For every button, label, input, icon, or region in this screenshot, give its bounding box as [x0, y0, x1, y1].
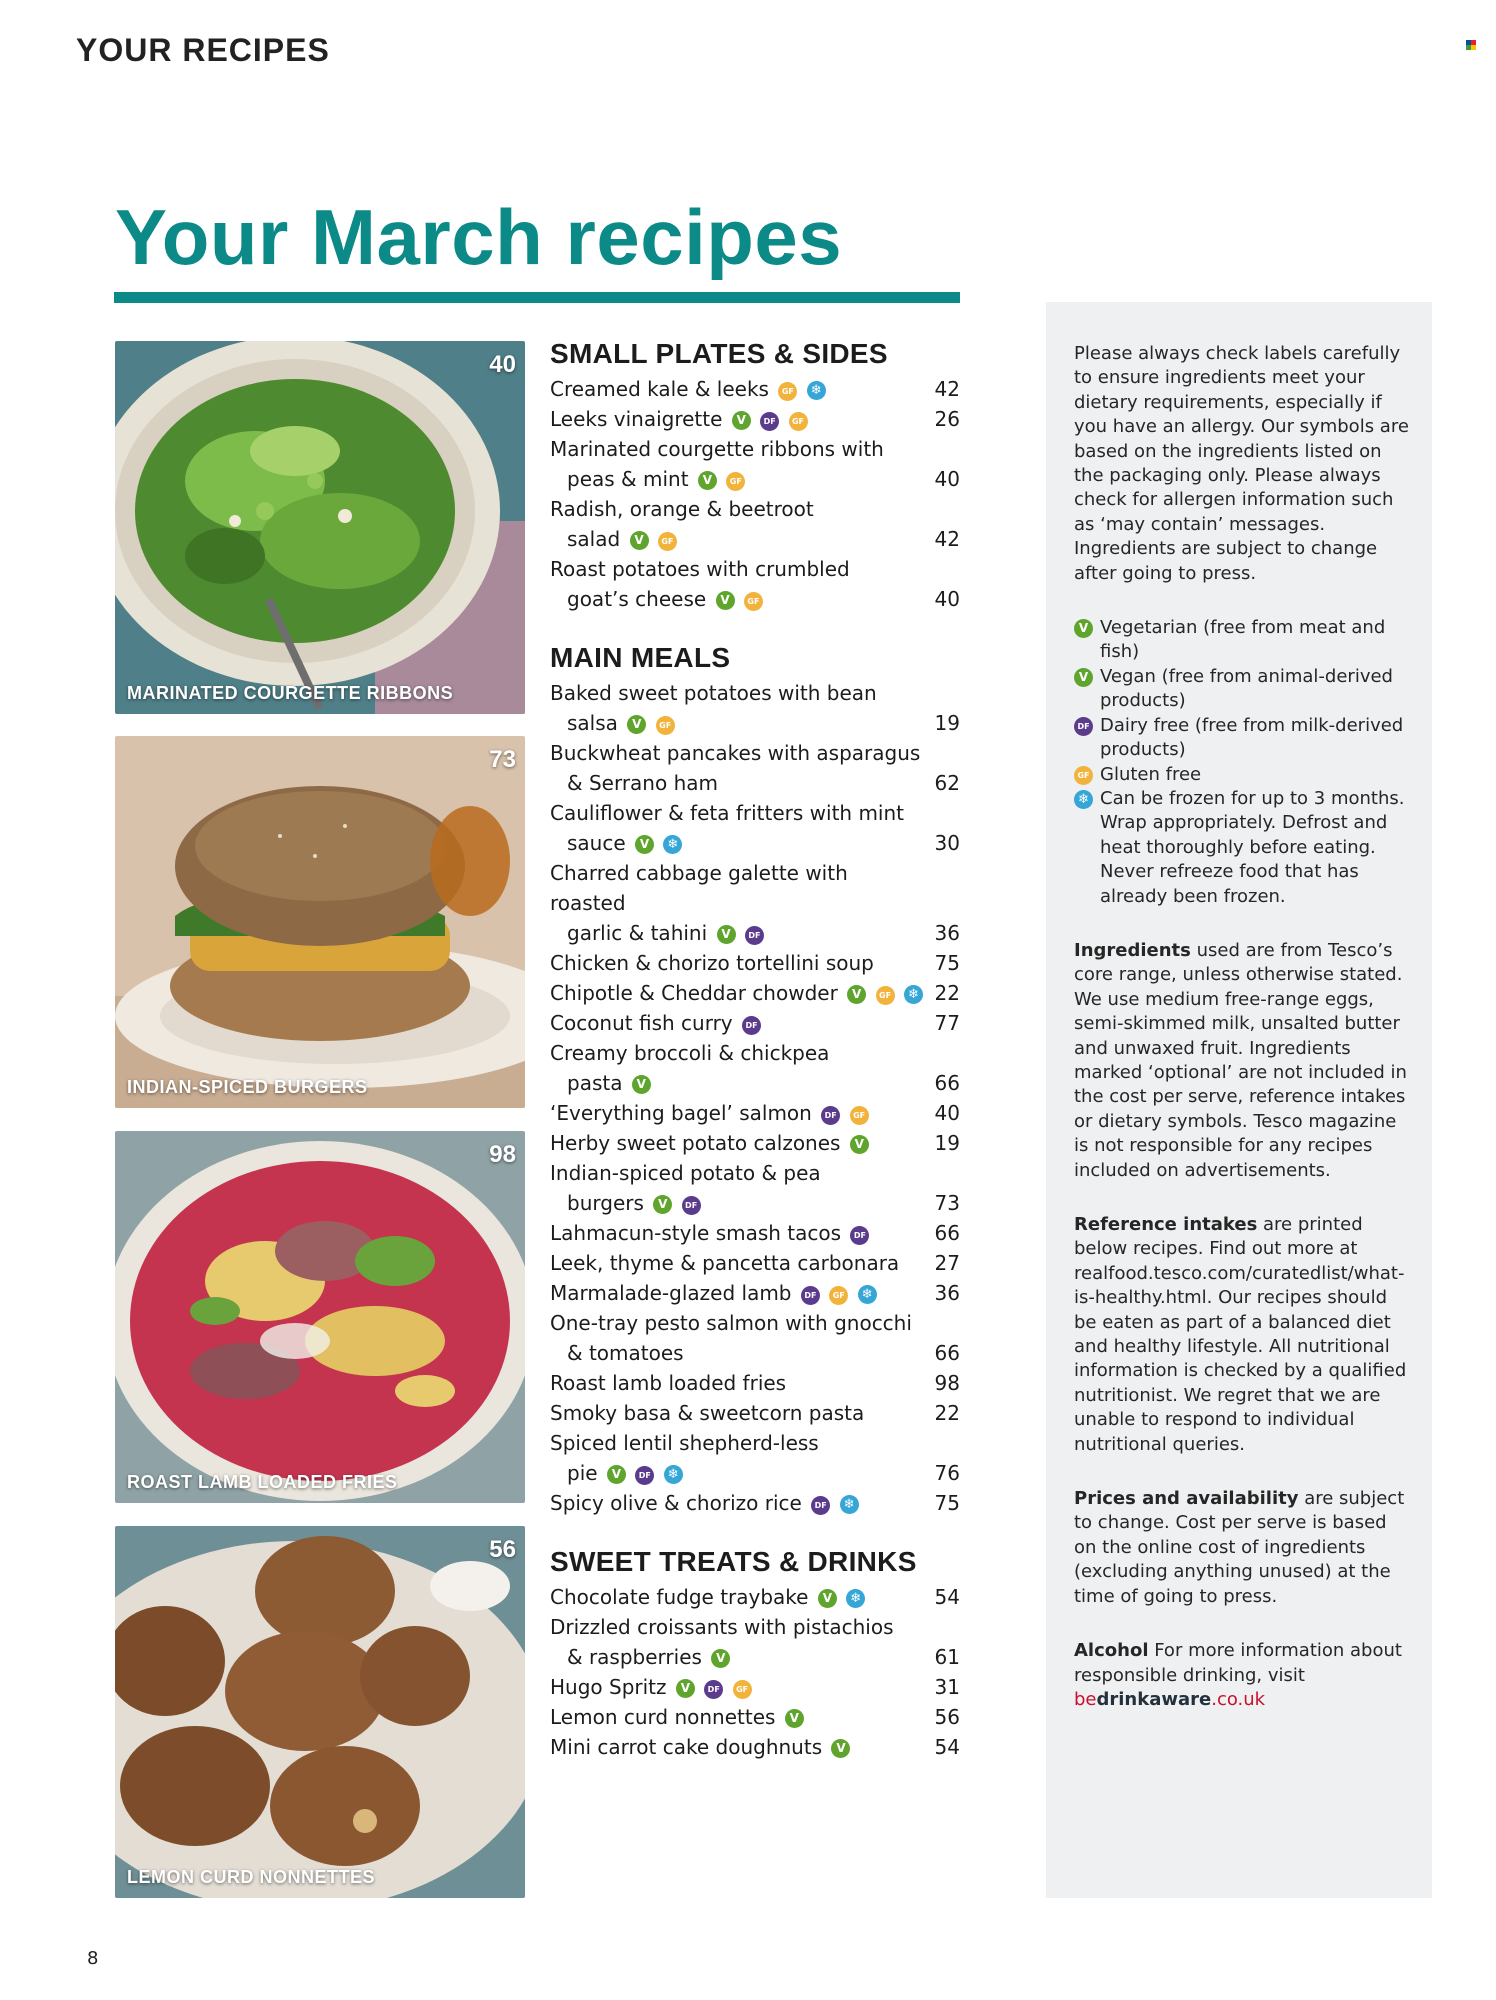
recipe-name-line: Baked sweet potatoes with bean [550, 681, 877, 705]
recipe-name [550, 978, 924, 1008]
recipe-name-line: Marinated courgette ribbons with [550, 437, 884, 461]
recipe-entry[interactable] [550, 678, 960, 738]
recipe-name-line: Cauliflower & feta fritters with mint [550, 801, 904, 825]
allergy-notice: Please always check labels carefully to ensure ingredients meet your dietary requirements, especially if you have an allergy. Our symbols are based on the ingredients listed on the packaging only. Please always check for allergen information such as ‘may contain’ messages. Ingredients are subject to change after going to press. [1074, 343, 1409, 584]
recipe-name [550, 1702, 924, 1732]
gluten-free-icon: GF [789, 412, 808, 431]
recipe-entry[interactable] [550, 1218, 960, 1248]
recipe-name-line: Creamy broccoli & chickpea [550, 1041, 830, 1065]
recipe-name [550, 1218, 924, 1248]
recipe-name [550, 858, 924, 948]
recipe-name [550, 1098, 924, 1128]
symbol-key-item [1074, 665, 1412, 714]
recipe-page-number: 40 [934, 1101, 960, 1125]
symbol-key-text: Vegetarian (free from meat and fish) [1100, 617, 1386, 663]
recipe-entry[interactable] [550, 434, 960, 494]
recipe-entry[interactable] [550, 494, 960, 554]
section-heading: SWEET TREATS & DRINKS [550, 1546, 917, 1577]
vegetarian-icon: V [716, 591, 735, 610]
recipe-name [550, 1428, 924, 1488]
title-rule [114, 292, 960, 303]
dairy-free-icon: DF [635, 1466, 654, 1485]
recipe-page-number: 22 [934, 1401, 960, 1425]
recipe-name [550, 404, 924, 434]
recipe-page-number: 26 [934, 407, 960, 431]
freezable-icon: ❄ [663, 835, 682, 854]
dairy-free-icon: DF [704, 1680, 723, 1699]
recipe-name-continuation [550, 1458, 924, 1488]
recipe-page-number: 75 [934, 951, 960, 975]
photo-caption: MARINATED COURGETTE RIBBONS [127, 683, 454, 703]
recipe-name-line: burgers [567, 1191, 644, 1215]
page-title: Your March recipes [115, 193, 843, 281]
dairy-free-icon: DF [1074, 717, 1093, 736]
recipe-name [550, 738, 924, 798]
recipe-page-number: 66 [934, 1071, 960, 1095]
recipe-name [550, 678, 924, 738]
recipe-name-line: sauce [567, 831, 626, 855]
alcohol-note [1074, 1639, 1412, 1712]
recipe-name-line: & raspberries [567, 1645, 702, 1669]
recipe-name-continuation [550, 1338, 924, 1368]
recipe-name-line: Charred cabbage galette with roasted [550, 861, 848, 915]
vegetarian-icon: V [732, 411, 751, 430]
recipe-name-line: Leeks vinaigrette [550, 407, 723, 431]
recipe-name-line: Mini carrot cake doughnuts [550, 1735, 823, 1759]
recipe-name [550, 1278, 924, 1308]
recipe-entry[interactable] [550, 1428, 960, 1488]
recipe-name-line: Spiced lentil shepherd-less [550, 1431, 819, 1455]
dairy-free-icon: DF [745, 926, 764, 945]
freezable-icon: ❄ [807, 381, 826, 400]
recipe-entry[interactable] [550, 374, 960, 404]
vegetarian-icon: V [635, 835, 654, 854]
drinkaware-be: be [1074, 1688, 1097, 1710]
photo-roast-lamb-fries [115, 1131, 525, 1503]
burger-image [115, 736, 525, 1108]
recipe-page-number: 66 [934, 1221, 960, 1245]
recipe-name-continuation [550, 584, 924, 614]
symbol-key [1074, 616, 1412, 909]
recipe-page-number: 31 [934, 1675, 960, 1699]
vegetarian-icon: V [1074, 668, 1093, 687]
recipe-entry[interactable] [550, 1038, 960, 1098]
recipe-name-continuation [550, 1642, 924, 1672]
recipe-page-number: 19 [934, 1131, 960, 1155]
photo-indian-spiced-burgers [115, 736, 525, 1108]
recipe-name [550, 494, 924, 554]
recipe-name-line: Hugo Spritz [550, 1675, 667, 1699]
brand-flag-icon [1466, 40, 1476, 50]
vegetarian-icon: V [632, 1075, 651, 1094]
recipe-page-number: 22 [934, 981, 960, 1005]
page-number: 8 [87, 1948, 99, 1969]
dairy-free-icon: DF [811, 1496, 830, 1515]
dairy-free-icon: DF [682, 1196, 701, 1215]
recipe-page-number: 76 [934, 1461, 960, 1485]
recipe-entry[interactable] [550, 1368, 960, 1398]
recipe-name-line: Roast potatoes with crumbled [550, 557, 850, 581]
recipe-page-number: 54 [934, 1735, 960, 1759]
recipe-name-continuation [550, 1188, 924, 1218]
recipe-page-number: 56 [934, 1705, 960, 1729]
ingredients-label: Ingredients [1074, 939, 1191, 961]
section-heading: MAIN MEALS [550, 642, 731, 673]
recipe-name-line: Lemon curd nonnettes [550, 1705, 776, 1729]
nonnettes-image [115, 1526, 525, 1898]
recipe-entry[interactable] [550, 948, 960, 978]
section-heading: SMALL PLATES & SIDES [550, 338, 888, 369]
recipe-name-continuation [550, 768, 924, 798]
recipe-page-number: 36 [934, 1281, 960, 1305]
section-header: YOUR RECIPES [76, 32, 330, 68]
photo-courgette-ribbons [115, 341, 525, 714]
recipe-name-line: pasta [567, 1071, 623, 1095]
courgette-salad-image [115, 341, 525, 714]
dairy-free-icon: DF [742, 1016, 761, 1035]
recipe-page-number: 61 [934, 1645, 960, 1669]
recipe-name-line: Chicken & chorizo tortellini soup [550, 951, 874, 975]
recipe-name-line: salsa [567, 711, 618, 735]
gluten-free-icon: GF [726, 472, 745, 491]
recipe-page-number: 77 [934, 1011, 960, 1035]
recipe-name-line: Buckwheat pancakes with asparagus [550, 741, 921, 765]
photo-caption: INDIAN-SPICED BURGERS [127, 1077, 368, 1097]
vegetarian-icon: V [676, 1679, 695, 1698]
recipe-entry[interactable] [550, 1128, 960, 1158]
recipe-name-continuation [550, 524, 924, 554]
photo-page-number: 56 [489, 1536, 516, 1563]
recipe-name-line: goat’s cheese [567, 587, 707, 611]
reference-text: are printed below recipes. Find out more at realfood.tesco.com/curatedlist/what-is-healthy.html. Our recipes should be eaten as part of a balanced diet and healthy lifestyle. All nutritional information is checked by a qualified nutritionist. We regret that we are unable to respond to individual nutritional queries. [1074, 1214, 1407, 1455]
lamb-fries-image [115, 1131, 525, 1503]
vegetarian-icon: V [630, 531, 649, 550]
recipe-entry[interactable] [550, 978, 960, 1008]
recipe-name [550, 1308, 924, 1368]
recipe-entry[interactable] [550, 1098, 960, 1128]
recipe-page-number: 19 [934, 711, 960, 735]
recipe-name-continuation [550, 828, 924, 858]
recipe-name [550, 1672, 924, 1702]
gluten-free-icon: GF [656, 716, 675, 735]
recipe-name [550, 1612, 924, 1672]
symbol-key-text: Dairy free (free from milk-derived products) [1100, 714, 1404, 761]
recipe-name-line: Lahmacun-style smash tacos [550, 1221, 842, 1245]
recipe-name [550, 554, 924, 614]
recipe-name-line: Indian-spiced potato & pea [550, 1161, 821, 1185]
recipe-entry[interactable] [550, 1732, 960, 1762]
recipe-entry[interactable] [550, 738, 960, 798]
recipe-name [550, 1158, 924, 1218]
symbol-key-text: Gluten free [1100, 763, 1202, 785]
recipe-name-line: Chipotle & Cheddar chowder [550, 981, 838, 1005]
gluten-free-icon: GF [850, 1106, 869, 1125]
dairy-free-icon: DF [850, 1226, 869, 1245]
recipe-entry[interactable] [550, 1612, 960, 1672]
recipe-page-number: 62 [934, 771, 960, 795]
recipe-index [550, 334, 960, 1762]
dairy-free-icon: DF [801, 1286, 820, 1305]
recipe-page-number: 40 [934, 467, 960, 491]
recipe-name-line: Drizzled croissants with pistachios [550, 1615, 894, 1639]
recipe-page-number: 54 [934, 1585, 960, 1609]
photo-page-number: 73 [489, 746, 516, 773]
alcohol-label: Alcohol [1074, 1640, 1149, 1662]
recipe-name-line: Roast lamb loaded fries [550, 1371, 787, 1395]
photo-caption: LEMON CURD NONNETTES [127, 1867, 375, 1887]
recipe-page-number: 27 [934, 1251, 960, 1275]
dairy-free-icon: DF [760, 412, 779, 431]
symbol-key-item [1074, 763, 1412, 787]
recipe-entry[interactable] [550, 1158, 960, 1218]
vegetarian-icon: V [627, 715, 646, 734]
recipe-page-number: 73 [934, 1191, 960, 1215]
recipe-entry[interactable] [550, 1702, 960, 1732]
recipe-page-number: 36 [934, 921, 960, 945]
recipe-name-line: Coconut fish curry [550, 1011, 733, 1035]
recipe-name-line: Radish, orange & beetroot [550, 497, 814, 521]
recipe-name [550, 1488, 924, 1518]
dairy-free-icon: DF [821, 1106, 840, 1125]
info-sidebar [1046, 302, 1432, 1898]
recipe-entry[interactable] [550, 798, 960, 858]
prices-note [1074, 1487, 1412, 1609]
recipe-entry[interactable] [550, 404, 960, 434]
recipe-name [550, 1128, 924, 1158]
recipe-entry[interactable] [550, 1278, 960, 1308]
recipe-name-line: Chocolate fudge traybake [550, 1585, 809, 1609]
vegetarian-icon: V [818, 1589, 837, 1608]
recipe-name [550, 1582, 924, 1612]
recipe-page-number: 75 [934, 1491, 960, 1515]
gluten-free-icon: GF [733, 1680, 752, 1699]
symbol-key-text: Can be frozen for up to 3 months. Wrap appropriately. Defrost and heat thoroughly before eating. Never refreeze food that has already been frozen. [1100, 787, 1405, 907]
vegetarian-icon: V [711, 1649, 730, 1668]
recipe-name-line: Creamed kale & leeks [550, 377, 769, 401]
recipe-name-continuation [550, 464, 924, 494]
recipe-entry[interactable] [550, 1398, 960, 1428]
recipe-name [550, 1732, 924, 1762]
recipe-name-continuation [550, 918, 924, 948]
prices-text: are subject to change. Cost per serve is based on the online cost of ingredients (excluding anything unused) at the time of going to press. [1074, 1488, 1405, 1607]
recipe-page-number: 42 [934, 377, 960, 401]
freezable-icon: ❄ [664, 1465, 683, 1484]
recipe-name-line: garlic & tahini [567, 921, 708, 945]
gluten-free-icon: GF [658, 532, 677, 551]
gluten-free-icon: GF [744, 592, 763, 611]
reference-intakes-note [1074, 1213, 1412, 1457]
recipe-name-line: One-tray pesto salmon with gnocchi [550, 1311, 912, 1335]
photo-page-number: 40 [489, 351, 516, 378]
recipe-entry[interactable] [550, 1582, 960, 1612]
recipe-name-line: salad [567, 527, 621, 551]
recipe-page-number: 30 [934, 831, 960, 855]
freezable-icon: ❄ [858, 1285, 877, 1304]
vegetarian-icon: V [698, 471, 717, 490]
recipe-name [550, 1008, 924, 1038]
symbol-key-item [1074, 714, 1412, 763]
drinkaware-tld: .co.uk [1211, 1688, 1266, 1710]
recipe-name [550, 434, 924, 494]
freezable-icon: ❄ [904, 985, 923, 1004]
gluten-free-icon: GF [876, 986, 895, 1005]
vegetarian-icon: V [850, 1135, 869, 1154]
recipe-entry[interactable] [550, 858, 960, 948]
vegetarian-icon: V [831, 1739, 850, 1758]
gluten-free-icon: GF [778, 382, 797, 401]
symbol-key-item [1074, 787, 1412, 909]
recipe-entry[interactable] [550, 1248, 960, 1278]
freezable-icon: ❄ [840, 1495, 859, 1514]
recipe-name-line: peas & mint [567, 467, 689, 491]
symbol-key-item [1074, 616, 1412, 665]
vegetarian-icon: V [1074, 619, 1093, 638]
vegetarian-icon: V [847, 985, 866, 1004]
alcohol-text: For more information about responsible drinking, visit [1074, 1640, 1402, 1686]
recipe-name [550, 1368, 924, 1398]
recipe-name [550, 1398, 924, 1428]
ingredients-note [1074, 939, 1412, 1183]
prices-label: Prices and availability [1074, 1488, 1299, 1510]
ingredients-text: used are from Tesco’s core range, unless otherwise stated. We use medium free-range eggs, semi-skimmed milk, unsalted butter and unwaxed fruit. Ingredients marked ‘optional’ are not included in the cost per serve, reference intakes or dietary symbols. Tesco magazine is not responsible for any recipes included on advertisements. [1074, 939, 1407, 1181]
recipe-name-line: Marmalade-glazed lamb [550, 1281, 792, 1305]
photo-lemon-curd-nonnettes [115, 1526, 525, 1898]
recipe-name [550, 1038, 924, 1098]
recipe-name-line: Spicy olive & chorizo rice [550, 1491, 802, 1515]
recipe-name-continuation [550, 708, 924, 738]
recipe-entry[interactable] [550, 554, 960, 614]
vegetarian-icon: V [607, 1465, 626, 1484]
freezable-icon: ❄ [846, 1589, 865, 1608]
vegetarian-icon: V [785, 1709, 804, 1728]
gluten-free-icon: GF [829, 1286, 848, 1305]
recipe-page-number: 40 [934, 587, 960, 611]
recipe-name-line: pie [567, 1461, 598, 1485]
recipe-name [550, 374, 924, 404]
recipe-entry[interactable] [550, 1008, 960, 1038]
reference-label: Reference intakes [1074, 1214, 1258, 1235]
recipe-page-number: 42 [934, 527, 960, 551]
recipe-name-continuation [550, 1068, 924, 1098]
recipe-entry[interactable] [550, 1488, 960, 1518]
freezable-icon: ❄ [1074, 790, 1093, 809]
recipe-page-number: 98 [934, 1371, 960, 1395]
recipe-name [550, 948, 924, 978]
recipe-entry[interactable] [550, 1672, 960, 1702]
recipe-name-line: ‘Everything bagel’ salmon [550, 1101, 812, 1125]
drinkaware-name: drinkaware [1096, 1688, 1212, 1710]
recipe-name-line: Herby sweet potato calzones [550, 1131, 841, 1155]
recipe-name-line: Leek, thyme & pancetta carbonara [550, 1251, 900, 1275]
recipe-name-line: & Serrano ham [567, 771, 718, 795]
recipe-name [550, 1248, 924, 1278]
drinkaware-logo[interactable] [1074, 1688, 1412, 1712]
photo-page-number: 98 [489, 1141, 516, 1168]
photo-caption: ROAST LAMB LOADED FRIES [127, 1472, 398, 1492]
recipe-entry[interactable] [550, 1308, 960, 1368]
vegetarian-icon: V [653, 1195, 672, 1214]
recipe-page-number: 66 [934, 1341, 960, 1365]
recipe-name-line: Smoky basa & sweetcorn pasta [550, 1401, 865, 1425]
symbol-key-text: Vegan (free from animal-derived products) [1100, 665, 1393, 712]
vegetarian-icon: V [717, 925, 736, 944]
recipe-name-line: & tomatoes [567, 1341, 684, 1365]
recipe-name [550, 798, 924, 858]
gluten-free-icon: GF [1074, 766, 1093, 785]
